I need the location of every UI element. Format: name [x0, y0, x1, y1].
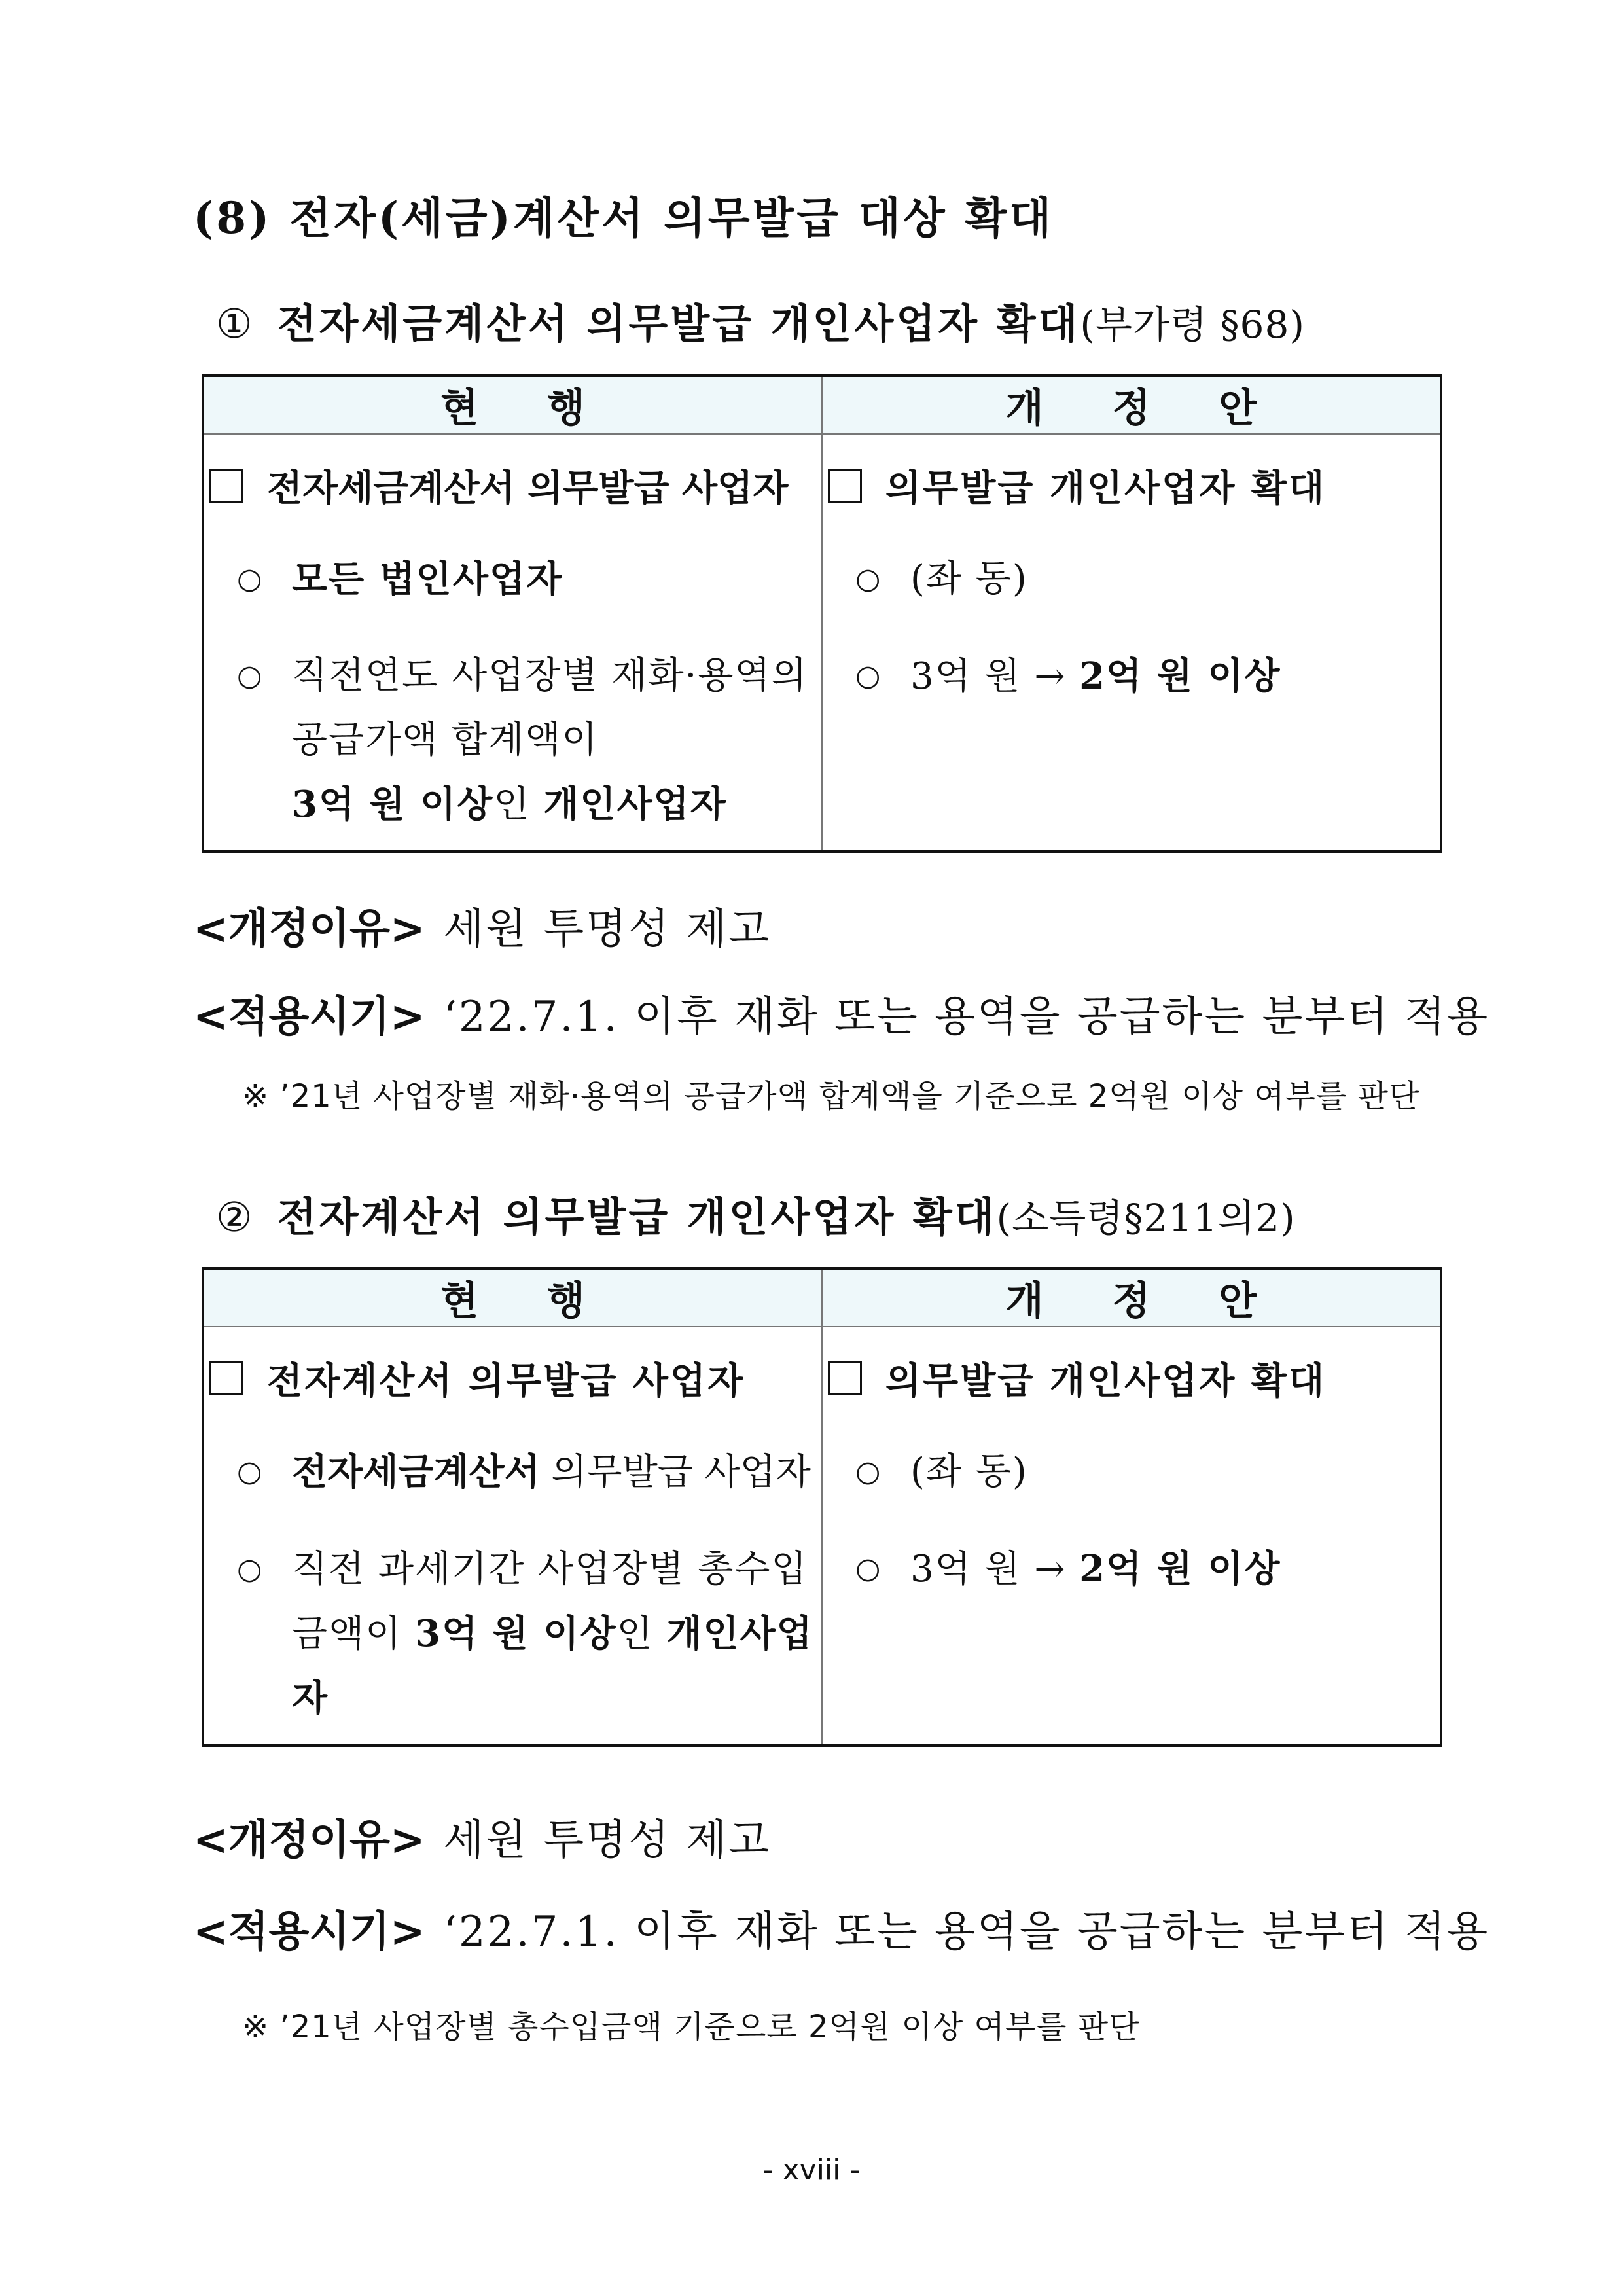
item1-current-header: 전자세금계산서 의무발급 사업자: [209, 459, 817, 512]
item1-proposed-bullet2: ○ 3억 원 → 2억 원 이상: [855, 644, 1436, 709]
item2-current-bullet2: ○ 직전 과세기간 사업장별 총수입금액이 3억 원 이상인 개인사업자: [237, 1537, 817, 1731]
item2-proposed-cell: [822, 1327, 1441, 1746]
item1-proposed-cell: [822, 434, 1441, 852]
item1-ref: (부가령 §68): [1080, 302, 1305, 347]
circle-bullet-icon: ○: [237, 1455, 264, 1488]
item2-ref: (소득령§211의2): [996, 1196, 1296, 1240]
checkbox-square-icon: [209, 469, 243, 503]
circle-bullet-icon: ○: [855, 1552, 882, 1585]
circle-bullet-icon: ○: [855, 1455, 882, 1488]
circle-bullet-icon: ○: [237, 659, 264, 692]
item2-col-current: 현 행: [203, 1268, 822, 1327]
item2-apply: <적용시기> ‘22.7.1. 이후 재화 또는 용역을 공급하는 분부터 적용: [193, 1908, 1490, 1956]
item2-comparison-table: [202, 1267, 1442, 1747]
item1-current-cell: [203, 434, 822, 852]
item2-title: 전자계산서 의무발급 개인사업자 확대: [277, 1193, 997, 1241]
section-title: (8) 전자(세금)계산서 의무발급 대상 확대: [193, 192, 1054, 243]
item2-current-bullet1: ○ 전자세금계산서 의무발급 사업자: [237, 1440, 817, 1505]
item2-proposed-bullet1: ○ (좌 동): [855, 1440, 1436, 1504]
item1-proposed-header: 의무발급 개인사업자 확대: [828, 459, 1436, 512]
item2-note: ※ ’21년 사업장별 총수입금액 기준으로 2억원 이상 여부를 판단: [242, 2009, 1140, 2045]
checkbox-square-icon: [828, 1361, 862, 1395]
checkbox-square-icon: [828, 469, 862, 503]
item1-heading: [216, 291, 1305, 350]
item2-col-proposed: 개 정 안: [822, 1268, 1441, 1327]
item1-comparison-table: [202, 374, 1442, 853]
item1-title: 전자세금계산서 의무발급 개인사업자 확대: [277, 300, 1080, 348]
item1-col-current: 현 행: [203, 376, 822, 434]
item2-current-cell: [203, 1327, 822, 1746]
item1-col-proposed: 개 정 안: [822, 376, 1441, 434]
item1-apply: <적용시기> ‘22.7.1. 이후 재화 또는 용역을 공급하는 분부터 적용: [193, 993, 1490, 1041]
item2-proposed-bullet2: ○ 3억 원 → 2억 원 이상: [855, 1537, 1436, 1602]
item2-proposed-header: 의무발급 개인사업자 확대: [828, 1352, 1436, 1405]
circle-bullet-icon: ○: [855, 562, 882, 596]
item1-current-bullet1: ○ 모든 법인사업자: [237, 547, 817, 611]
item1-note: ※ ’21년 사업장별 재화·용역의 공급가액 합계액을 기준으로 2억원 이상 여부를 판단: [242, 1078, 1420, 1115]
item2-heading: [216, 1185, 1296, 1243]
item2-number: ②: [216, 1193, 255, 1241]
circle-bullet-icon: ○: [237, 1552, 264, 1586]
item1-proposed-bullet1: ○ (좌 동): [855, 547, 1436, 611]
item1-number: ①: [216, 300, 255, 348]
checkbox-square-icon: [209, 1361, 243, 1395]
page-number: - xviii -: [762, 2153, 861, 2187]
circle-bullet-icon: ○: [237, 562, 264, 596]
circle-bullet-icon: ○: [855, 659, 882, 692]
item2-current-header: 전자계산서 의무발급 사업자: [209, 1352, 817, 1405]
item1-current-bullet2: ○ 직전연도 사업장별 재화·용역의 공급가액 합계액이 3억 원 이상인 개인사업자: [237, 644, 817, 837]
item2-reason: <개정이유> 세원 투명성 제고: [193, 1816, 772, 1865]
item1-reason: <개정이유> 세원 투명성 제고: [193, 905, 772, 954]
